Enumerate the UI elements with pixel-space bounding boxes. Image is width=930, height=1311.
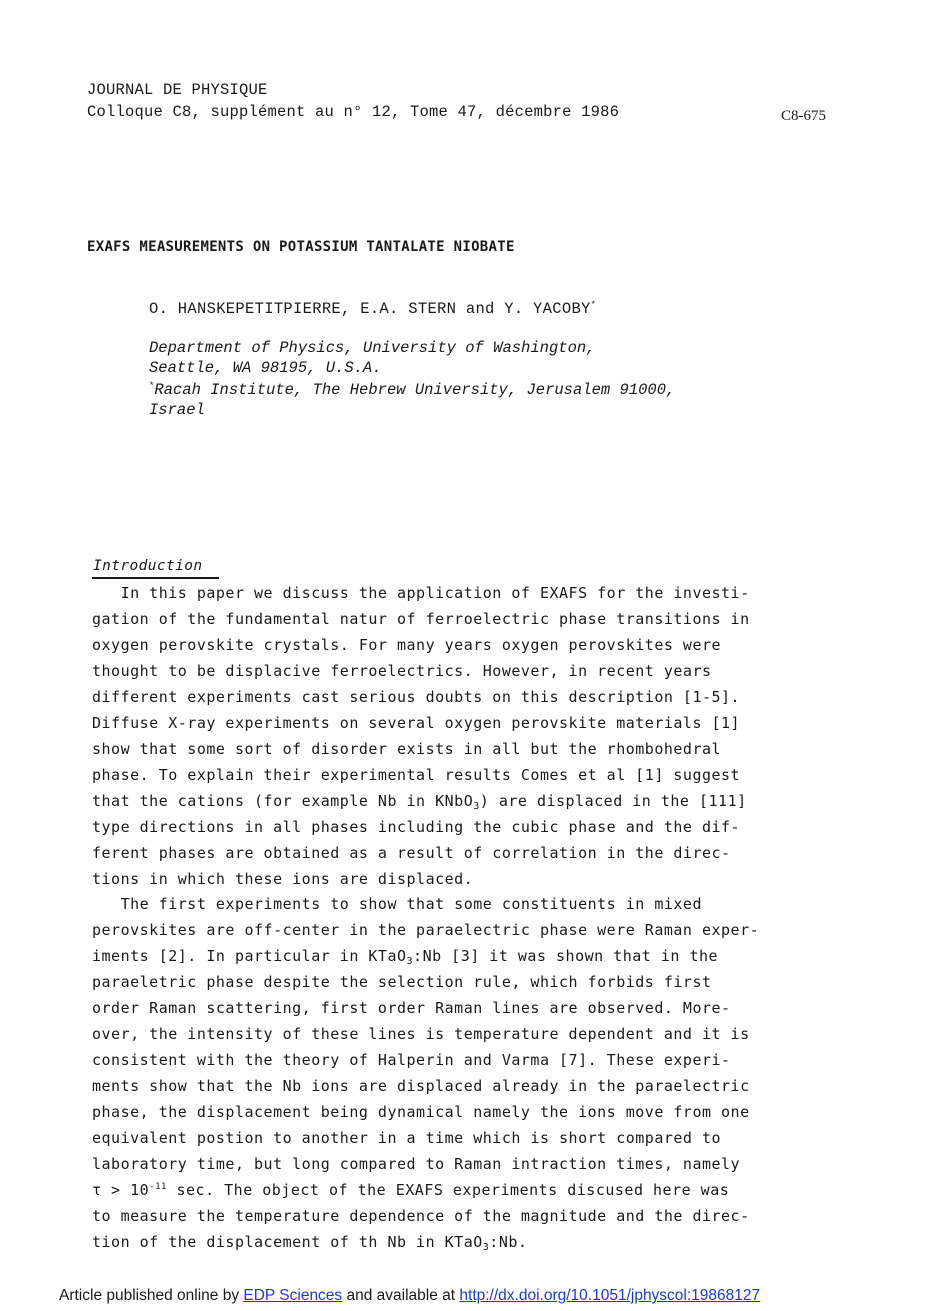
affiliation-line-2: Seattle, WA 98195, U.S.A. [149,359,382,377]
body-line [92,947,718,967]
body-text-span: sec. The object of the EXAFS experiments discused here was [166,1181,730,1199]
body-line: The first experiments to show that some constituents in mixed [92,895,702,913]
publisher-link[interactable]: EDP Sciences [243,1287,343,1304]
issue-info: Colloque C8, supplément au n° 12, Tome 47, décembre 1986 [87,103,620,121]
body-text-span: :Nb. [489,1233,528,1251]
author-list [149,300,596,318]
body-line [92,1181,729,1199]
body-line: over, the intensity of these lines is temperature dependent and it is [92,1025,750,1043]
subscript: 3 [406,956,414,967]
body-text-span: ) are displaced in the [111] [479,792,747,810]
heading-underline [92,577,219,579]
journal-name: JOURNAL DE PHYSIQUE [87,81,268,99]
body-text-span: tion of the displacement of th Nb in KTaO [92,1233,483,1251]
doi-link[interactable]: http://dx.doi.org/10.1051/jphyscol:19868127 [459,1287,761,1304]
body-line [92,1233,527,1253]
body-line: laboratory time, but long compared to Raman intraction times, namely [92,1155,741,1173]
body-line: different experiments cast serious doubts on this description [1-5]. [92,688,741,706]
body-line: paraeletric phase despite the selection rule, which forbids first [92,973,712,991]
page-number: C8-675 [781,108,826,124]
body-line: type directions in all phases including the cubic phase and the dif- [92,818,741,836]
body-line: show that some sort of disorder exists in all but the rhombohedral [92,740,722,758]
body-line: phase. To explain their experimental results Comes et al [1] suggest [92,766,741,784]
body-line: phase, the displacement being dynamical namely the ions move from one [92,1103,750,1121]
body-line: equivalent postion to another in a time which is short compared to [92,1129,722,1147]
author-affiliation-mark: * [590,300,597,310]
body-line: order Raman scattering, first order Raman lines are observed. More- [92,999,731,1017]
paper-title: EXAFS MEASUREMENTS ON POTASSIUM TANTALATE NIOBATE [87,239,515,255]
body-line: Diffuse X-ray experiments on several oxygen perovskite materials [1] [92,714,741,732]
affiliation-line-3 [149,381,675,399]
footer-middle: and available at [342,1287,460,1304]
section-heading: Introduction [93,558,203,574]
affiliation-text: Racah Institute, The Hebrew University, Jerusalem 91000, [154,381,676,399]
affiliation-line-4: Israel [149,401,205,419]
footer-prefix: Article published online by [59,1287,244,1304]
body-text-span: τ > 10 [92,1181,150,1199]
subscript: 3 [473,801,480,812]
body-line: ments show that the Nb ions are displaced already in the paraelectric [92,1077,750,1095]
author-names: O. HANSKEPETITPIERRE, E.A. STERN and Y. YACOBY [149,300,591,318]
body-text-span: :Nb [3] it was shown that in the [413,947,719,965]
body-line: thought to be displacive ferroelectrics. However, in recent years [92,662,712,680]
body-line: ferent phases are obtained as a result of correlation in the direc- [92,844,731,862]
body-line: tions in which these ions are displaced. [92,870,474,888]
subscript: 3 [482,1242,490,1253]
body-line: perovskites are off-center in the paraelectric phase were Raman exper- [92,921,760,939]
body-line: gation of the fundamental natur of ferroelectric phase transitions in [92,610,750,628]
publication-footer [59,1287,760,1305]
body-line: oxygen perovskite crystals. For many years oxygen perovskites were [92,636,722,654]
body-line: In this paper we discuss the application of EXAFS for the investi- [92,584,750,602]
body-text-span: iments [2]. In particular in KTaO [92,947,407,965]
body-line: to measure the temperature dependence of the magnitude and the direc- [92,1207,750,1225]
body-line: consistent with the theory of Halperin and Varma [7]. These experi- [92,1051,731,1069]
body-text-span: that the cations (for example Nb in KNbO [92,792,474,810]
affiliation-line-1: Department of Physics, University of Washington, [149,339,596,357]
body-line [92,792,747,812]
affiliation-mark: * [149,381,155,391]
superscript: -11 [149,1182,167,1192]
